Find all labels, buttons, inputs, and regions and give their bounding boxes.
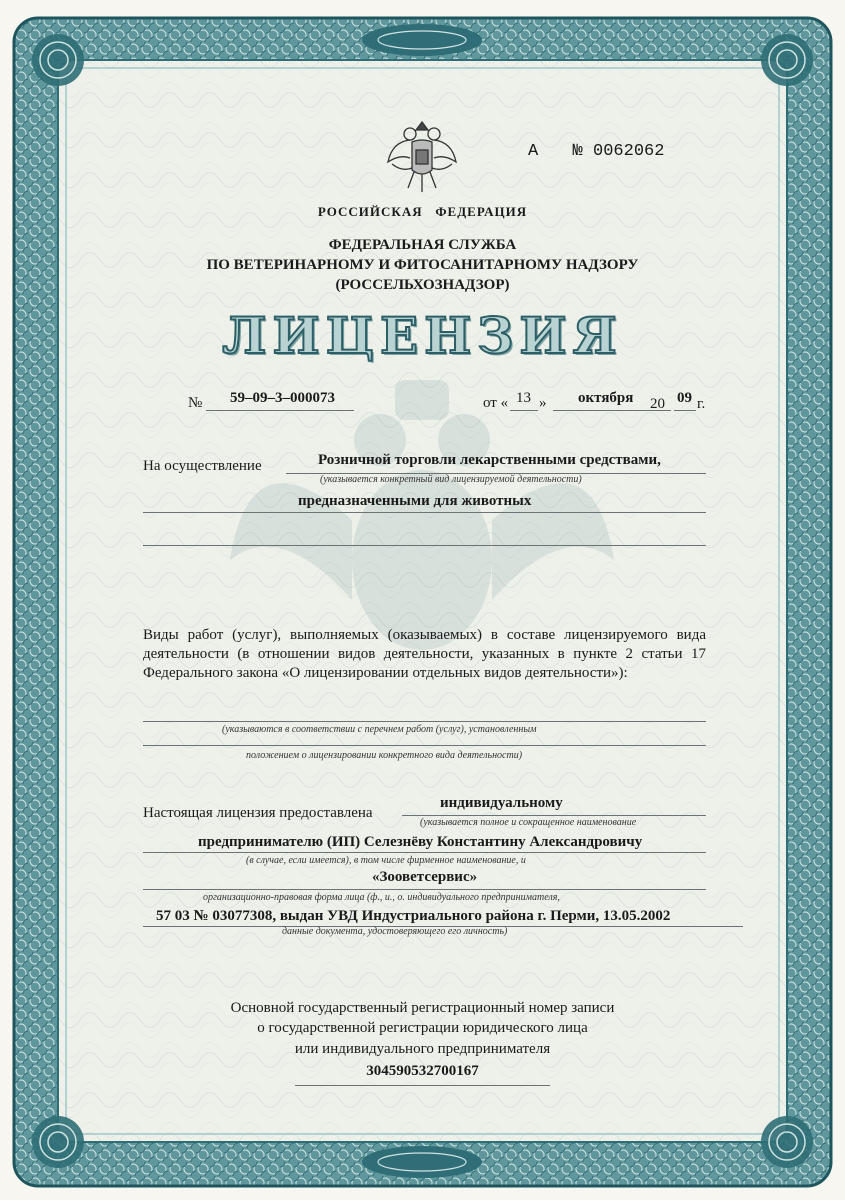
emblem bbox=[382, 112, 462, 196]
agency-line-2: ПО ВЕТЕРИНАРНОМУ И ФИТОСАНИТАРНОМУ НАДЗОРУ bbox=[206, 257, 639, 273]
number-sign: № bbox=[572, 142, 583, 161]
license-day: 13 bbox=[516, 390, 531, 406]
grantee-line-4: 57 03 № 03077308, выдан УВД Индустриального района г. Перми, 13.05.2002 bbox=[156, 908, 671, 924]
grantee-caption-2: (в случае, если имеется), в том числе фирменное наименование, и bbox=[246, 855, 526, 866]
activity-line-1: Розничной торговли лекарственными средствами, bbox=[318, 452, 661, 468]
country-name: РОССИЙСКАЯ ФЕДЕРАЦИЯ bbox=[317, 204, 528, 219]
works-paragraph: Виды работ (услуг), выполняемых (оказываемых) в составе лицензируемого вида деятельности (в отношении видов деятельности, указанных в пункте 2 статьи 17 Федерального закона «О лицензировании отдельных видов деятельности»): bbox=[143, 627, 706, 681]
grantee-line-3: «Зооветсервис» bbox=[372, 869, 478, 885]
grantee-line-1: индивидуальному bbox=[440, 795, 563, 811]
grantee-caption-1: (указывается полное и сокращенное наименование bbox=[420, 817, 637, 828]
activity-label: На осуществление bbox=[143, 458, 262, 474]
license-month: октября bbox=[578, 390, 634, 406]
works-caption-2: положением о лицензировании конкретного вида деятельности) bbox=[246, 750, 523, 761]
license-year-suffix: 09 bbox=[677, 390, 692, 406]
license-number-label: № bbox=[188, 395, 203, 411]
activity-caption: (указывается конкретный вид лицензируемой деятельности) bbox=[320, 474, 582, 485]
activity-line-2: предназначенными для животных bbox=[298, 493, 532, 509]
double-headed-eagle-icon bbox=[382, 112, 462, 196]
ogrn-number: 304590532700167 bbox=[366, 1063, 479, 1079]
license-number: 59–09–3–000073 bbox=[230, 390, 335, 406]
license-day-close: » bbox=[539, 395, 547, 411]
license-date-from-label: от « bbox=[483, 395, 509, 411]
agency-line-3: (РОССЕЛЬХОЗНАДЗОР) bbox=[335, 277, 510, 293]
series-number-block bbox=[528, 142, 664, 161]
ogrn-line-2: о государственной регистрации юридического лица bbox=[257, 1020, 588, 1036]
ogrn-line-1: Основной государственный регистрационный номер записи bbox=[230, 1000, 615, 1016]
license-year-prefix: 20 bbox=[650, 396, 665, 412]
series-number: 0062062 bbox=[593, 142, 665, 161]
grantee-line-2: предпринимателю (ИП) Селезнёву Константину Александровичу bbox=[198, 834, 643, 850]
license-year-tail: г. bbox=[697, 396, 706, 412]
document-title: ЛИЦЕНЗИЯ bbox=[222, 306, 623, 365]
grantee-caption-4: данные документа, удостоверяющего его личность) bbox=[282, 926, 508, 937]
series-prefix: А bbox=[528, 142, 539, 161]
works-caption-1: (указываются в соответствии с перечнем работ (услуг), установленным bbox=[222, 724, 537, 735]
grantee-label: Настоящая лицензия предоставлена bbox=[143, 805, 373, 821]
grantee-caption-3: организационно-правовая форма лица (ф., и., о. индивидуального предпринимателя, bbox=[203, 892, 560, 903]
agency-line-1: ФЕДЕРАЛЬНАЯ СЛУЖБА bbox=[328, 237, 517, 253]
ogrn-line-3: или индивидуального предпринимателя bbox=[294, 1041, 551, 1057]
